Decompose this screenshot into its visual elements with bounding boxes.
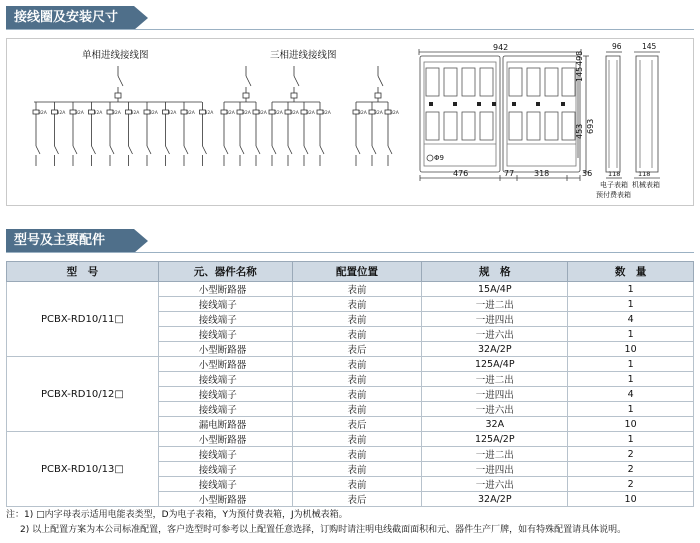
caption-electronic-box: 电子表箱: [600, 181, 628, 189]
position-cell: 表前: [292, 477, 422, 492]
breaker-branch: [285, 102, 300, 166]
position-cell: 表前: [292, 402, 422, 417]
breaker-branch: [163, 102, 178, 166]
meter-slot: [480, 112, 493, 140]
dim-side-bottom-a: 118: [608, 170, 621, 178]
note-line-2: 2) 以上配置方案为本公司标准配置，客户选型时可参考以上配置任意选择，订购时请注明电线截面面积和元、器件生产厂牌，如有特殊配置请具体说明。: [20, 525, 627, 535]
position-cell: 表后: [292, 417, 422, 432]
section-title-installation: 接线圈及安装尺寸: [6, 6, 134, 30]
dim-side-bottom-b: 118: [638, 170, 651, 178]
quantity-cell: 2: [568, 462, 694, 477]
model-cell: PCBX-RD10/12□: [7, 357, 159, 432]
model-cell: PCBX-RD10/13□: [7, 432, 159, 507]
meter-slot: [545, 112, 558, 140]
spec-cell: 一进六出: [422, 477, 568, 492]
position-cell: 表前: [292, 387, 422, 402]
breaker-branch: [237, 102, 252, 166]
breaker-label: 32A: [167, 111, 177, 116]
table-row: [7, 357, 694, 372]
spec-cell: 125A/4P: [422, 357, 568, 372]
component-cell: 小型断路器: [158, 492, 292, 507]
breaker-branch: [369, 102, 384, 166]
dim-side-top-b: 145: [642, 42, 657, 51]
breaker-branch: [301, 102, 316, 166]
quantity-cell: 2: [568, 477, 694, 492]
breaker-branch: [253, 102, 268, 166]
meter-slot: [562, 68, 575, 96]
spec-cell: 一进二出: [422, 447, 568, 462]
breaker-branch: [353, 102, 368, 166]
section-title-models: 型号及主要配件: [6, 229, 134, 253]
breaker-label: 32A: [226, 111, 235, 116]
dim-bottom-edge: 36: [582, 169, 593, 178]
breaker-branch: [52, 102, 67, 166]
table-row: [7, 432, 694, 447]
quantity-cell: 2: [568, 447, 694, 462]
section-header-installation: [6, 6, 694, 30]
meter-slot: [426, 112, 439, 140]
breaker-branch: [181, 102, 196, 166]
breaker-branch: [70, 102, 85, 166]
meter-slot: [527, 112, 540, 140]
caption-prepaid-box: 预付费表箱: [596, 191, 631, 199]
breaker-label: 32A: [56, 111, 66, 116]
breaker-branch: [269, 102, 284, 166]
quantity-cell: 1: [568, 282, 694, 297]
breaker-label: 32A: [390, 111, 399, 116]
meter-slot: [444, 68, 457, 96]
breaker-label: 32A: [186, 111, 195, 116]
meter-slot: [509, 68, 522, 96]
section-header-models: [6, 229, 694, 253]
meter-slot: [426, 68, 439, 96]
meter-slot: [462, 112, 475, 140]
spec-cell: 32A/2P: [422, 492, 568, 507]
spec-cell: 一进六出: [422, 327, 568, 342]
spec-cell: 一进六出: [422, 402, 568, 417]
cabinet-front-dimension-drawing: [419, 43, 595, 181]
dim-height-inner: 453: [575, 123, 584, 139]
quantity-cell: 1: [568, 432, 694, 447]
breaker-branch: [33, 102, 48, 166]
single-phase-wiring-diagram: [33, 49, 214, 166]
position-cell: 表前: [292, 297, 422, 312]
breaker-label: 32A: [306, 111, 315, 116]
breaker-branch: [221, 102, 236, 166]
breaker-branch: [385, 102, 400, 166]
breaker-label: 32A: [258, 111, 267, 116]
meter-slot: [480, 68, 493, 96]
breaker-branch: [317, 102, 332, 166]
breaker-label: 32A: [75, 111, 84, 116]
component-cell: 小型断路器: [158, 357, 292, 372]
breaker-label: 32A: [290, 111, 299, 116]
spec-cell: 一进二出: [422, 297, 568, 312]
dim-top-b: 498: [575, 50, 584, 66]
header-model: 型 号: [7, 262, 159, 282]
table-row: [7, 282, 694, 297]
dim-top-a: 145: [575, 66, 584, 82]
component-cell: 小型断路器: [158, 432, 292, 447]
component-cell: 接线端子: [158, 477, 292, 492]
dim-hole: Φ9: [434, 154, 444, 162]
breaker-label: 32A: [93, 111, 103, 116]
note-line-1: 注：1) □内字母表示适用电能表类型，D为电子表箱，Y为预付费表箱，J为机械表箱。: [6, 510, 348, 520]
meter-slot: [545, 68, 558, 96]
quantity-cell: 1: [568, 402, 694, 417]
position-cell: 表前: [292, 462, 422, 477]
position-cell: 表前: [292, 282, 422, 297]
spec-cell: 125A/2P: [422, 432, 568, 447]
component-cell: 接线端子: [158, 462, 292, 477]
dim-side-top-a: 96: [612, 42, 622, 51]
breaker-branch: [126, 102, 141, 166]
meter-slot: [444, 112, 457, 140]
meter-slot: [562, 112, 575, 140]
breaker-label: 32A: [149, 111, 158, 116]
component-cell: 接线端子: [158, 297, 292, 312]
table-header-row: [7, 262, 694, 282]
dim-bottom-right: 318: [534, 169, 550, 178]
quantity-cell: 1: [568, 372, 694, 387]
position-cell: 表后: [292, 492, 422, 507]
wiring-and-dimension-diagrams: [6, 38, 694, 206]
breaker-branch: [89, 102, 104, 166]
breaker-label: 32A: [38, 111, 47, 116]
quantity-cell: 10: [568, 342, 694, 357]
spec-cell: 一进四出: [422, 462, 568, 477]
position-cell: 表后: [292, 342, 422, 357]
position-cell: 表前: [292, 372, 422, 387]
section-rule: [6, 252, 694, 253]
header-quantity: 数 量: [568, 262, 694, 282]
dim-overall-width: 942: [493, 43, 509, 52]
component-cell: 接线端子: [158, 327, 292, 342]
spec-cell: 一进四出: [422, 387, 568, 402]
quantity-cell: 1: [568, 297, 694, 312]
breaker-label: 32A: [130, 111, 140, 116]
meter-slot: [509, 112, 522, 140]
component-cell: 接线端子: [158, 312, 292, 327]
quantity-cell: 10: [568, 417, 694, 432]
breaker-label: 32A: [358, 111, 367, 116]
component-cell: 小型断路器: [158, 282, 292, 297]
caption-mechanical-box: 机械表箱: [632, 181, 660, 189]
component-cell: 接线端子: [158, 447, 292, 462]
breaker-branch: [107, 102, 122, 166]
breaker-label: 32A: [242, 111, 251, 116]
spec-cell: 15A/4P: [422, 282, 568, 297]
component-cell: 接线端子: [158, 387, 292, 402]
single-phase-title: 单相进线接线图: [82, 50, 149, 61]
three-phase-title: 三相进线接线图: [270, 50, 337, 61]
three-phase-wiring-diagram: [221, 49, 400, 166]
header-component: 元、器件名称: [158, 262, 292, 282]
breaker-branch: [200, 102, 215, 166]
quantity-cell: 4: [568, 387, 694, 402]
component-cell: 接线端子: [158, 372, 292, 387]
spec-cell: 一进四出: [422, 312, 568, 327]
quantity-cell: 1: [568, 357, 694, 372]
quantity-cell: 1: [568, 327, 694, 342]
section-rule: [6, 29, 694, 30]
position-cell: 表前: [292, 432, 422, 447]
meter-slot: [462, 68, 475, 96]
model-cell: PCBX-RD10/11□: [7, 282, 159, 357]
breaker-branch: [144, 102, 159, 166]
dim-height-main: 693: [586, 118, 595, 134]
breaker-label: 32A: [374, 111, 383, 116]
dim-bottom-gap: 77: [504, 169, 515, 178]
model-configuration-table: [6, 261, 694, 507]
cabinet-side-dimension-drawing: [596, 42, 660, 199]
component-cell: 接线端子: [158, 402, 292, 417]
position-cell: 表前: [292, 327, 422, 342]
spec-cell: 32A: [422, 417, 568, 432]
spec-cell: 一进二出: [422, 372, 568, 387]
position-cell: 表前: [292, 357, 422, 372]
component-cell: 漏电断路器: [158, 417, 292, 432]
header-position: 配置位置: [292, 262, 422, 282]
component-cell: 小型断路器: [158, 342, 292, 357]
spec-cell: 32A/2P: [422, 342, 568, 357]
position-cell: 表前: [292, 312, 422, 327]
breaker-label: 32A: [204, 111, 214, 116]
quantity-cell: 4: [568, 312, 694, 327]
breaker-label: 32A: [274, 111, 283, 116]
breaker-label: 32A: [112, 111, 121, 116]
meter-slot: [527, 68, 540, 96]
breaker-label: 32A: [322, 111, 331, 116]
quantity-cell: 10: [568, 492, 694, 507]
dim-bottom-left: 476: [453, 169, 469, 178]
position-cell: 表前: [292, 447, 422, 462]
header-spec: 规 格: [422, 262, 568, 282]
